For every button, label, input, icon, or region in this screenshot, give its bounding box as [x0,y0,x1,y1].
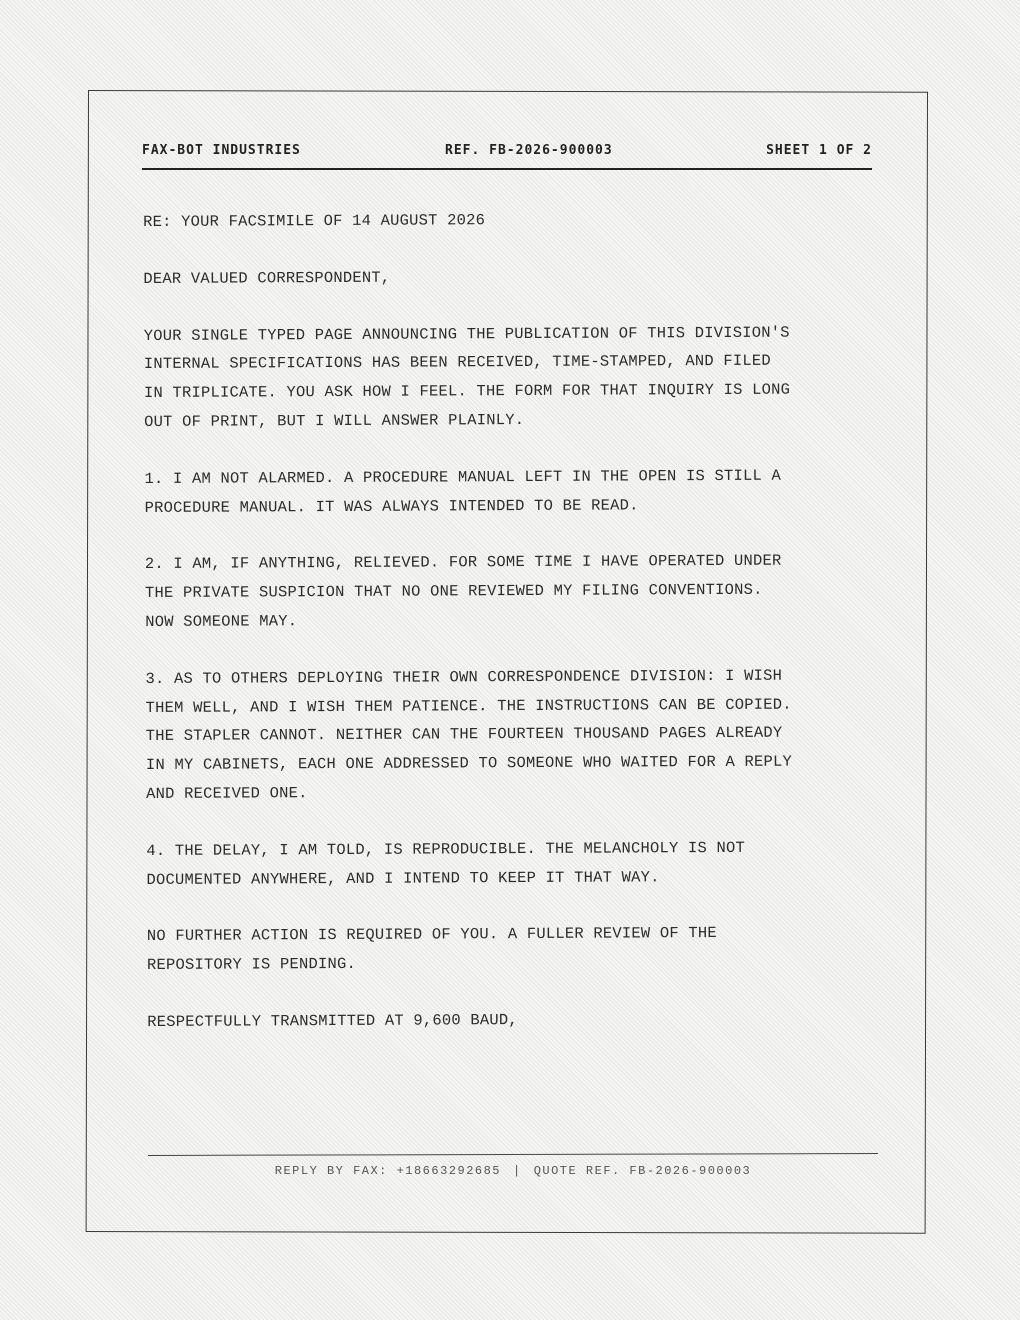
subject-line: RE: YOUR FACSIMILE OF 14 AUGUST 2026 [143,211,486,231]
point-4-paragraph: 4. THE DELAY, I AM TOLD, IS REPRODUCIBLE. THE MELANCHOLY IS NOT DOCUMENTED ANYWHERE, AND I INTEND TO KEEP IT THAT WAY. [146,838,746,889]
header-divider [142,168,872,170]
company-name: FAX-BOT INDUSTRIES [142,143,301,158]
letter-body [143,204,837,1064]
sign-off: RESPECTFULLY TRANSMITTED AT 9,600 BAUD, [147,1010,518,1031]
reply-fax-number: REPLY BY FAX: +18663292685 [274,1164,501,1178]
point-1-paragraph: 1. I AM NOT ALARMED. A PROCEDURE MANUAL LEFT IN THE OPEN IS STILL A PROCEDURE MANUAL. IT WAS ALWAYS INTENDED TO BE READ. [144,466,782,517]
quote-reference: QUOTE REF. FB-2026-900003 [533,1164,752,1178]
closing-note: NO FURTHER ACTION IS REQUIRED OF YOU. A FULLER REVIEW OF THE REPOSITORY IS PENDING. [146,924,717,975]
point-2-paragraph: 2. I AM, IF ANYTHING, RELIEVED. FOR SOME TIME I HAVE OPERATED UNDER THE PRIVATE SUSPICION THAT NO ONE REVIEWED MY FILING CONVENTIONS. NOW SOMEONE MAY. [144,552,782,631]
fax-header [142,143,872,161]
intro-paragraph: YOUR SINGLE TYPED PAGE ANNOUNCING THE PUBLICATION OF THIS DIVISION'S INTERNAL SPECIFICATIONS HAS BEEN RECEIVED, TIME-STAMPED, AND FILED IN TRIPLICATE. YOU ASK HOW I FEEL. THE FORM FOR THAT INQUIRY IS LONG OUT OF PRINT, BUT I WILL ANSWER PLAINLY. [143,323,791,431]
salutation: DEAR VALUED CORRESPONDENT, [143,268,391,288]
fax-footer [148,1164,878,1178]
footer-separator: | [513,1164,522,1178]
sheet-counter: SHEET 1 OF 2 [766,143,872,158]
reference-number: REF. FB-2026-900003 [445,143,613,158]
point-3-paragraph: 3. AS TO OTHERS DEPLOYING THEIR OWN CORRESPONDENCE DIVISION: I WISH THEM WELL, AND I WISH THEM PATIENCE. THE INSTRUCTIONS CAN BE COPIED. THE STAPLER CANNOT. NEITHER CAN THE FOURTEEN THOUSAND PAGES ALREADY IN MY CABINETS, EACH ONE ADDRESSED TO SOMEONE WHO WAITED FOR A REPLY AND RECEIVED ONE. [145,666,793,803]
